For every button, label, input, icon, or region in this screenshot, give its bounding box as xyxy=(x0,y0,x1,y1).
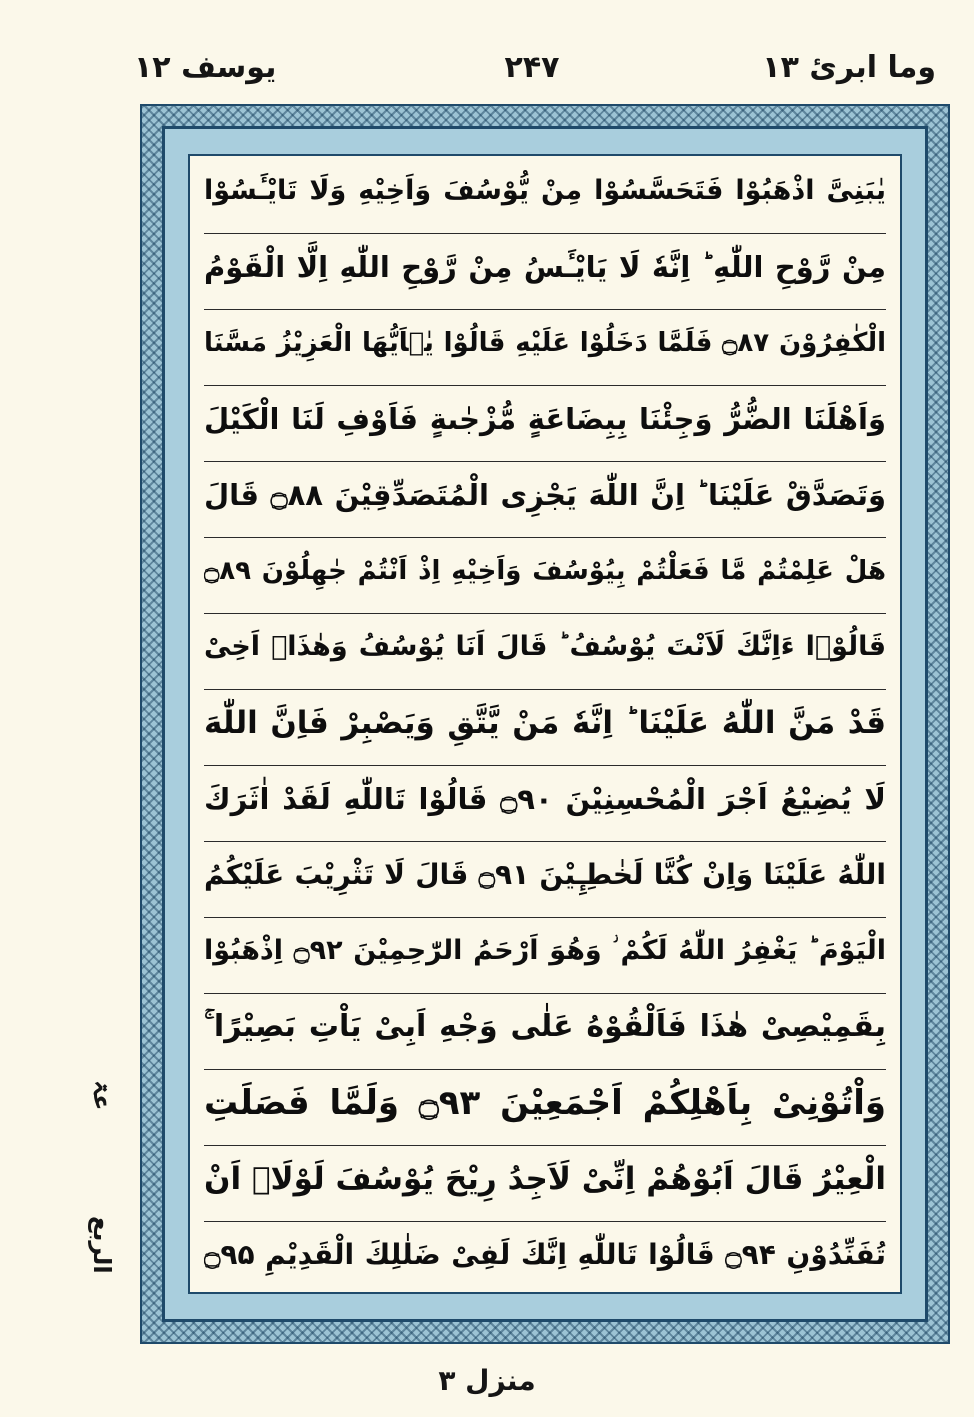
page-number: ۲۴۷ xyxy=(504,50,560,85)
text-line: بِقَمِیْصِیْ هٰذَا فَاَلْقُوْهُ عَلٰى وَجْهِ اَبِیْ یَاْتِ بَصِیْرًا ۚ xyxy=(204,992,886,1070)
text-line: قَدْ مَنَّ اللّٰهُ عَلَیْنَا ؕ اِنَّهٗ مَنْ یَّتَّقِ وَیَصْبِرْ فَاِنَّ اللّٰهَ xyxy=(204,688,886,766)
page-header xyxy=(120,50,944,96)
text-line: قَالُوْۤا ءَاِنَّكَ لَاَنْتَ یُوْسُفُ ؕ قَالَ اَنَا یُوْسُفُ وَهٰذَاۤ اَخِیْ xyxy=(204,612,886,690)
text-line: تُفَنِّدُوْنِ ۝۹۴ قَالُوْا تَاللّٰهِ اِنَّكَ لَفِیْ ضَلٰلِكَ الْقَدِیْمِ ۝۹۵ xyxy=(204,1238,886,1271)
text-line: وَاَهْلَنَا الضُّرُّ وَجِئْنَا بِبِضَاعَةٍ مُّزْجٰىةٍ فَاَوْفِ لَنَا الْكَیْلَ xyxy=(204,384,886,462)
text-line: لَا یُضِیْعُ اَجْرَ الْمُحْسِنِیْنَ ۝۹۰ قَالُوْا تَاللّٰهِ لَقَدْ اٰثَرَكَ xyxy=(204,764,886,842)
text-line: الْعِیْرُ قَالَ اَبُوْهُمْ اِنِّیْ لَاَجِدُ رِیْحَ یُوْسُفَ لَوْلَاۤ اَنْ xyxy=(204,1144,886,1222)
para-name: وما ابرئ ۱۳ xyxy=(762,50,936,85)
text-line: یٰبَنِیَّ اذْهَبُوْا فَتَحَسَّسُوْا مِنْ یُّوْسُفَ وَاَخِیْهِ وَلَا تَایْـَٔسُوْا xyxy=(204,156,886,234)
text-line: وَاْتُوْنِیْ بِاَهْلِكُمْ اَجْمَعِیْنَ ۝۹۳ وَلَمَّا فَصَلَتِ xyxy=(204,1068,886,1146)
text-line: الْیَوْمَ ؕ یَغْفِرُ اللّٰهُ لَكُمْ ؗ وَهُوَ اَرْحَمُ الرّٰحِمِیْنَ ۝۹۲ اِذْهَبُوْا xyxy=(204,916,886,994)
manzil-footer: منزل ۳ xyxy=(438,1364,536,1397)
text-panel xyxy=(188,154,902,1294)
decorative-border xyxy=(140,104,950,1344)
text-line: وَتَصَدَّقْ عَلَیْنَا ؕ اِنَّ اللّٰهَ یَجْزِی الْمُتَصَدِّقِیْنَ ۝۸۸ قَالَ xyxy=(204,460,886,538)
text-line: مِنْ رَّوْحِ اللّٰهِ ؕ اِنَّهٗ لَا یَایْـَٔسُ مِنْ رَّوْحِ اللّٰهِ اِلَّا الْقَوْمُ xyxy=(204,232,886,310)
text-line: اللّٰهُ عَلَیْنَا وَاِنْ كُنَّا لَخٰطِـِٕیْنَ ۝۹۱ قَالَ لَا تَثْرِیْبَ عَلَیْكُمُ xyxy=(204,840,886,918)
text-line: الْكٰفِرُوْنَ ۝۸۷ فَلَمَّا دَخَلُوْا عَلَیْهِ قَالُوْا یٰۤاَیُّهَا الْعَزِیْزُ مَسَّنَا xyxy=(204,308,886,386)
surah-name: یوسف ۱۲ xyxy=(134,50,277,85)
rub-marker: الربع xyxy=(88,1216,116,1274)
ruku-marker: عۃ xyxy=(88,1080,116,1111)
text-line: هَلْ عَلِمْتُمْ مَّا فَعَلْتُمْ بِیُوْسُفَ وَاَخِیْهِ اِذْ اَنْتُمْ جٰهِلُوْنَ ۝۸۹ xyxy=(204,536,886,614)
